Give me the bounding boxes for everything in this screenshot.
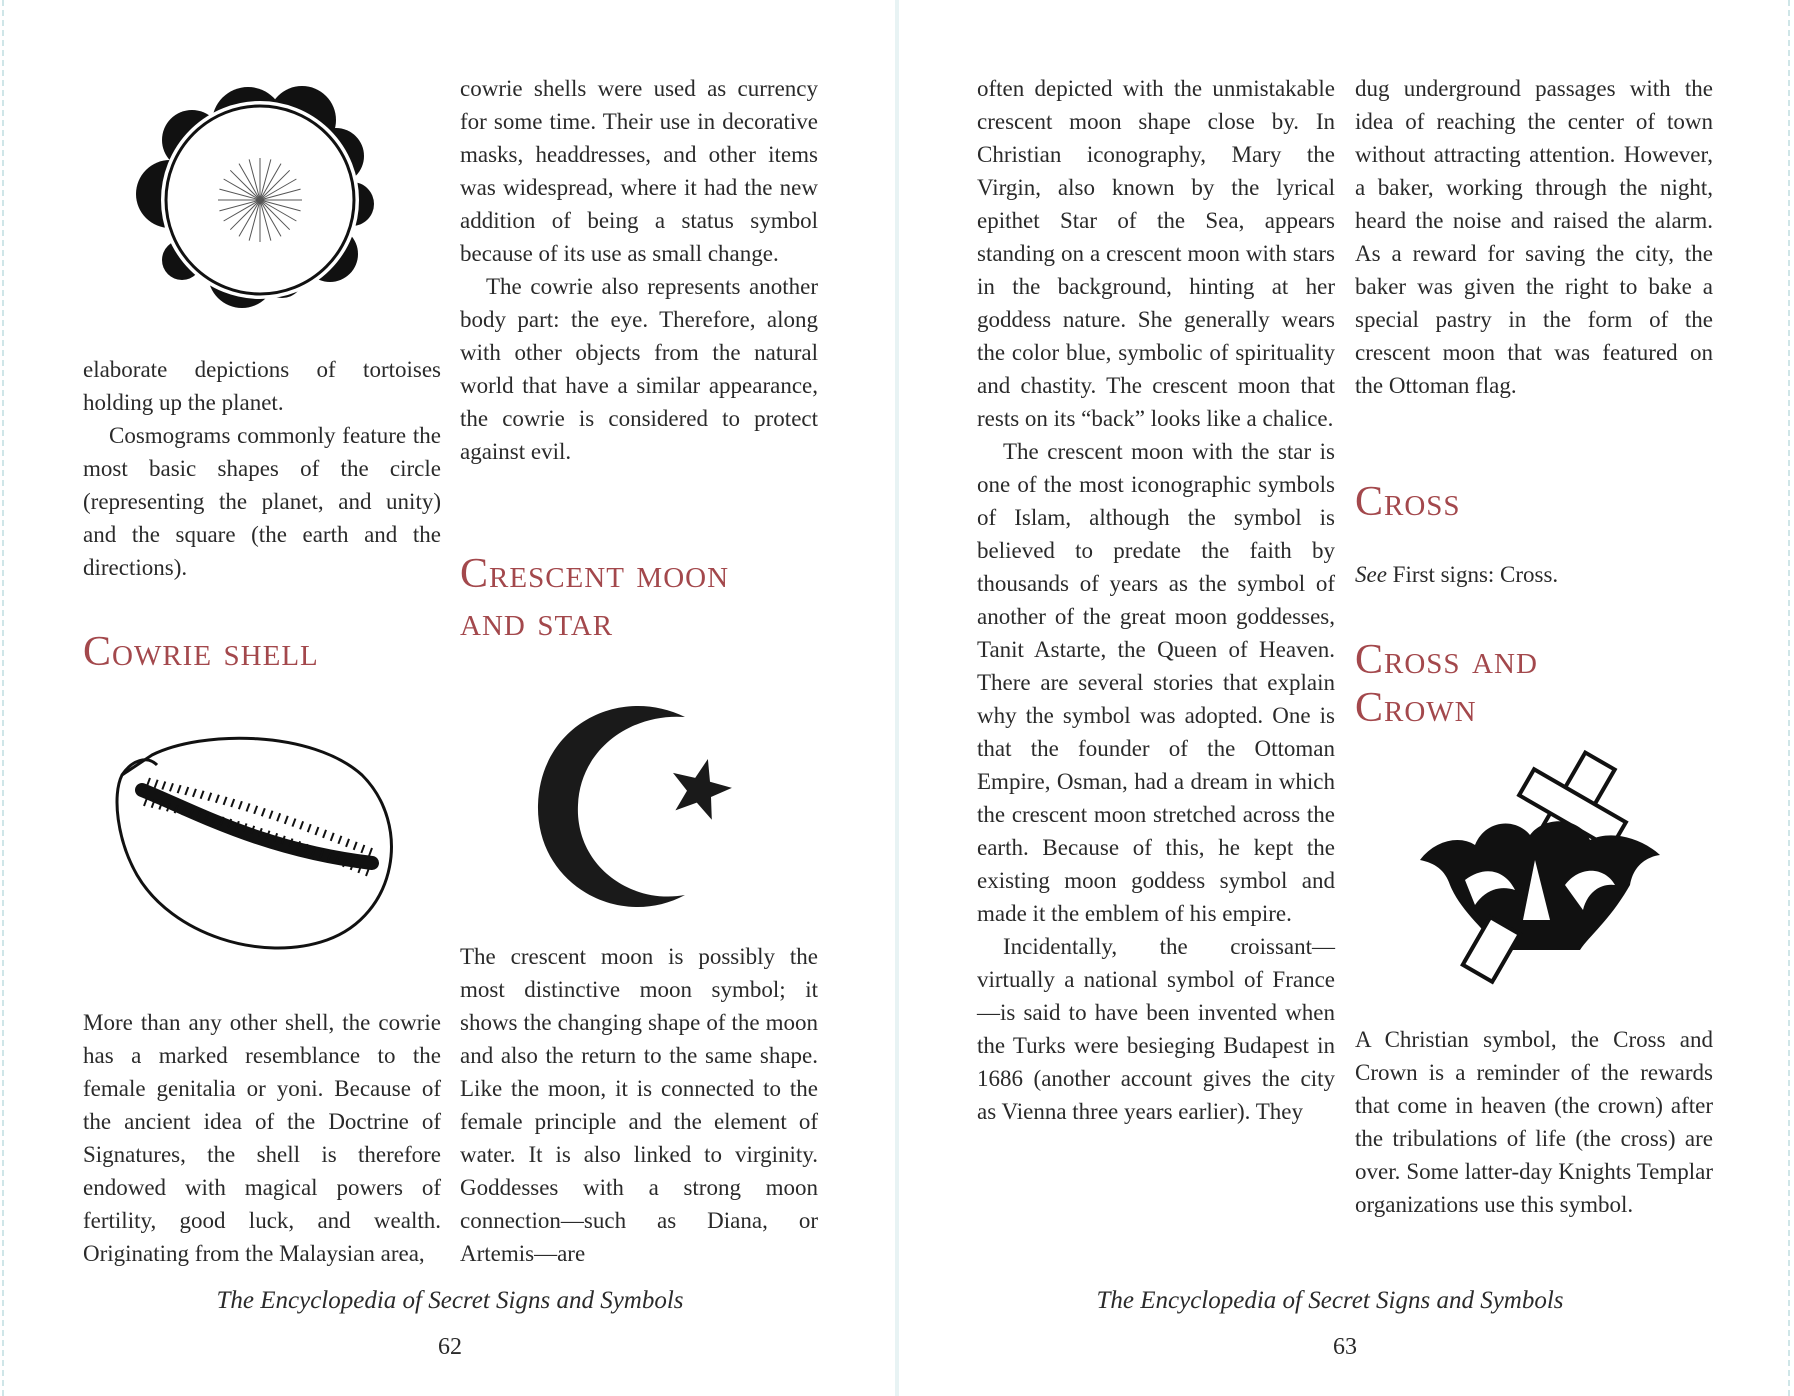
right-col2-bottom bbox=[1355, 1023, 1713, 1221]
left-col2-bottom bbox=[460, 940, 818, 1270]
heading-line: Crown bbox=[1355, 685, 1477, 731]
running-footer: The Encyclopedia of Secret Signs and Symbols bbox=[1096, 1287, 1564, 1314]
paragraph: Incidentally, the croissant—virtually a national symbol of France—is said to have been invented when the Turks were besieging Budapest in 1686 (another account gives the city as Vienna three years earlier). They bbox=[977, 934, 1335, 1124]
page-number: 62 bbox=[438, 1334, 462, 1360]
right-col2-top bbox=[1355, 72, 1713, 402]
heading-cross: Cross bbox=[1355, 479, 1461, 525]
crescent-moon-star-icon bbox=[520, 695, 760, 925]
left-col2-top bbox=[460, 72, 818, 468]
paragraph: The crescent moon with the star is one of the most iconographic symbols of Islam, although the symbol is believed to predate the faith by thousands of years as the symbol of another of the great moon goddesses, Tanit Astarte, the Queen of Heaven. There are several stories that explain why the symbol was adopted. One is that the founder of the Ottoman Empire, Osman, had a dream in which the crescent moon stretched across the earth. Because of this, he kept the existing moon goddess symbol and made it the emblem of his empire. bbox=[977, 439, 1335, 926]
heading-cross-and-crown bbox=[1355, 636, 1538, 732]
right-page-edge bbox=[1788, 0, 1790, 1396]
paragraph: Cosmograms commonly feature the most basic shapes of the circle (representing the planet, and unity) and the square (the earth and the directions). bbox=[83, 423, 441, 580]
book-gutter bbox=[895, 0, 899, 1396]
paragraph: The crescent moon is possibly the most distinctive moon symbol; it shows the changing shape of the moon and also the return to the same shape. Like the moon, it is connected to the female principle and the element of water. It is also linked to virginity. Goddesses with a strong moon connection—such as Diana, or Artemis—are bbox=[460, 944, 818, 1266]
paragraph: often depicted with the unmistakable crescent moon shape close by. In Christian iconography, Mary the Virgin, also known by the lyrical epithet Star of the Sea, appears standing on a crescent moon with stars in the background, hinting at her goddess nature. She generally wears the color blue, symbolic of spirituality and chastity. The crescent moon that rests on its “back” looks like a chalice. bbox=[977, 76, 1335, 431]
cross-and-crown-icon bbox=[1405, 745, 1675, 990]
left-col1-top bbox=[83, 353, 441, 584]
running-footer: The Encyclopedia of Secret Signs and Symbols bbox=[216, 1287, 684, 1314]
paragraph: A Christian symbol, the Cross and Crown is a reminder of the rewards that come in heaven (the crown) after the tribulations of life (the cross) are over. Some latter-day Knights Templar organizations use this symbol. bbox=[1355, 1027, 1713, 1217]
see-label: See bbox=[1355, 562, 1387, 587]
cowrie-shell-icon bbox=[112, 735, 412, 965]
heading-line: Cross and bbox=[1355, 637, 1538, 683]
heading-crescent-moon-and-star bbox=[460, 550, 729, 646]
right-col1 bbox=[977, 72, 1335, 1128]
left-page-edge bbox=[2, 0, 4, 1396]
heading-line: and star bbox=[460, 599, 614, 645]
paragraph: The cowrie also represents another body part: the eye. Therefore, along with other objects from the natural world that have a similar appearance, the cowrie is considered to protect against evil. bbox=[460, 274, 818, 464]
see-text: First signs: Cross. bbox=[1392, 562, 1559, 587]
page-number: 63 bbox=[1333, 1334, 1357, 1360]
left-col1-bottom bbox=[83, 1006, 441, 1270]
cosmogram-icon bbox=[130, 78, 390, 318]
paragraph: elaborate depictions of tortoises holding up the planet. bbox=[83, 357, 441, 415]
heading-line: Crescent moon bbox=[460, 551, 730, 597]
paragraph: cowrie shells were used as currency for some time. Their use in decorative masks, headdresses, and other items was widespread, where it had the new addition of being a status symbol because of its use as small change. bbox=[460, 76, 818, 266]
paragraph: More than any other shell, the cowrie has a marked resemblance to the female genitalia or yoni. Because of the ancient idea of the Doctrine of Signatures, the shell is therefore endowed with magical powers of fertility, good luck, and wealth. Originating from the Malaysian area, bbox=[83, 1010, 441, 1266]
heading-cowrie-shell: Cowrie shell bbox=[83, 629, 319, 675]
see-reference bbox=[1355, 558, 1558, 591]
paragraph: dug underground passages with the idea of reaching the center of town without attracting attention. However, a baker, working through the night, heard the noise and raised the alarm. As a reward for saving the city, the baker was given the right to bake a special pastry in the form of the crescent moon that was featured on the Ottoman flag. bbox=[1355, 76, 1713, 398]
